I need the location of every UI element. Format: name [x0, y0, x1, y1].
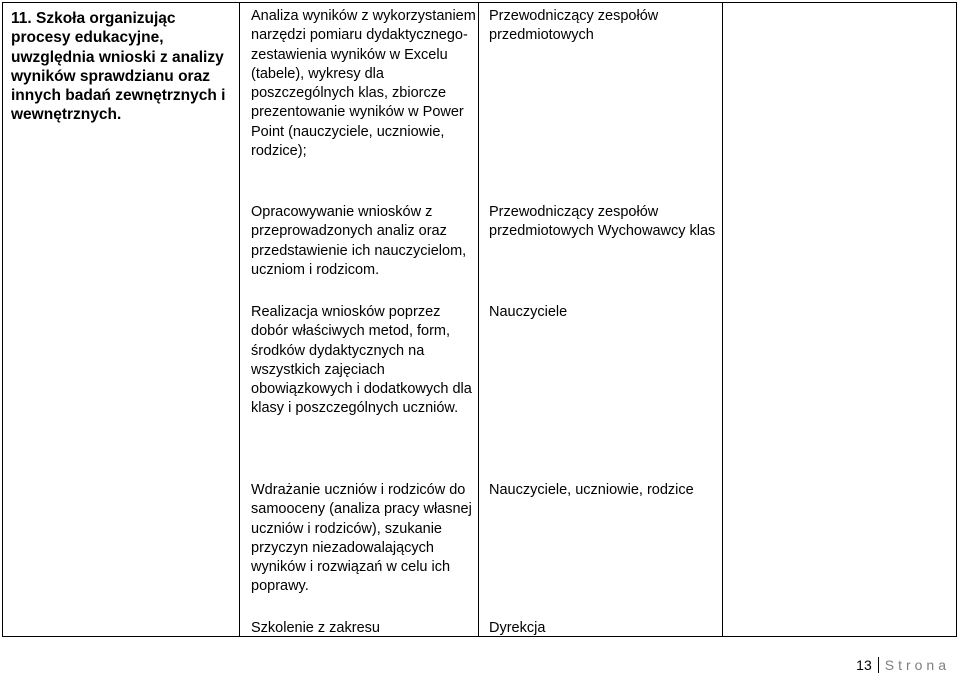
page-footer: [856, 656, 950, 674]
footer-separator: [878, 657, 879, 673]
task-cell: Szkolenie z zakresu: [251, 620, 380, 636]
responsible-cell: Nauczyciele: [489, 304, 568, 320]
task-cell: Opracowywanie wniosków z przeprowadzonych analiz oraz przedstawienie ich nauczycielom, uczniom i rodzicom.: [251, 204, 467, 278]
page-word: Strona: [884, 657, 950, 673]
column-divider: [239, 3, 240, 636]
section-title: 11. Szkoła organizując procesy edukacyjne, uwzględnia wnioski z analizy wyników sprawdzianu oraz innych badań zewnętrznych i wewnętrznych.: [11, 10, 226, 124]
responsible-cell: Dyrekcja: [489, 620, 546, 636]
responsible-cell: Przewodniczący zespołów przedmiotowych: [489, 8, 659, 44]
page-number: 13: [856, 657, 872, 673]
column-divider: [722, 3, 723, 636]
task-cell: Realizacja wniosków poprzez dobór właściwych metod, form, środków dydaktycznych na wszystkich zajęciach obowiązkowych i dodatkowych dla klasy i poszczególnych uczniów.: [251, 304, 472, 417]
activity-table: [2, 2, 957, 637]
responsible-cell: Nauczyciele, uczniowie, rodzice: [489, 482, 694, 498]
task-cell: Wdrażanie uczniów i rodziców do samooceny (analiza pracy własnej uczniów i rodziców), szukanie przyczyn niezadowalających wyników i rozwiązań w celu ich poprawy.: [251, 482, 472, 595]
responsible-cell: Przewodniczący zespołów przedmiotowych Wychowawcy klas: [489, 204, 716, 240]
task-cell: Analiza wyników z wykorzystaniem narzędzi pomiaru dydaktycznego- zestawienia wyników w Excelu (tabele), wykresy dla poszczególnych klas, zbiorcze prezentowanie wyników w Power Point (nauczyciele, uczniowie, rodzice);: [251, 8, 476, 160]
